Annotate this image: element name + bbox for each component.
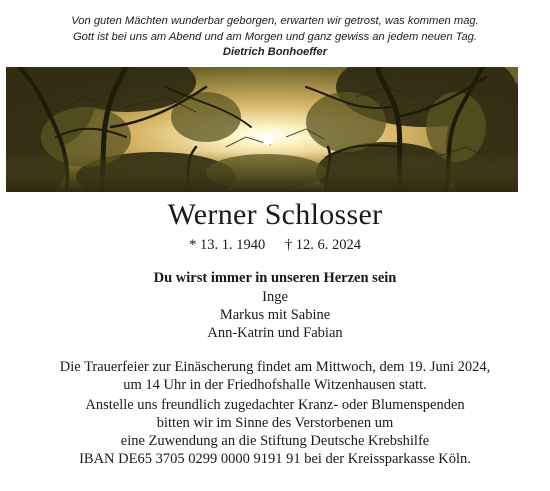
mourner: Ann-Katrin und Fabian [207,325,343,341]
memorial-motto: Du wirst immer in unseren Herzen sein [153,270,397,286]
epigraph-quote [0,14,550,61]
birth-date: * 13. 1. 1940 [189,237,266,253]
quote-line-2: Gott ist bei uns am Abend und am Morgen und ganz gewiss an jedem neuen Tag. [72,30,478,43]
donation-line: eine Zuwendung an die Stiftung Deutsche Krebshilfe [120,433,430,449]
mourner: Markus mit Sabine [219,307,331,323]
quote-author: Dietrich Bonhoeffer [222,46,328,58]
notice-line: Die Trauerfeier zur Einäscherung findet am Mittwoch, dem 19. Juni 2024, [59,359,491,375]
mourner: Inge [262,289,288,305]
mourners-list [0,288,550,342]
forest-sunset-photo [6,67,518,192]
death-date: † 12. 6. 2024 [284,237,361,253]
bank-details: IBAN DE65 3705 0299 0000 9191 91 bei der Kreissparkasse Köln. [79,451,471,467]
quote-line-1: Von guten Mächten wunderbar geborgen, erwarten wir getrost, was kommen mag. [71,15,479,27]
donation-line: Anstelle uns freundlich zugedachter Kranz- oder Blumenspenden [85,397,465,413]
life-dates [0,236,550,254]
deceased-name: Werner Schlosser [167,198,383,231]
notice-line: um 14 Uhr in der Friedhofshalle Witzenhausen statt. [123,377,427,393]
forest-sunset-image [6,67,518,192]
funeral-notice [0,358,550,468]
donation-line: bitten wir im Sinne des Verstorbenen um [156,415,394,431]
